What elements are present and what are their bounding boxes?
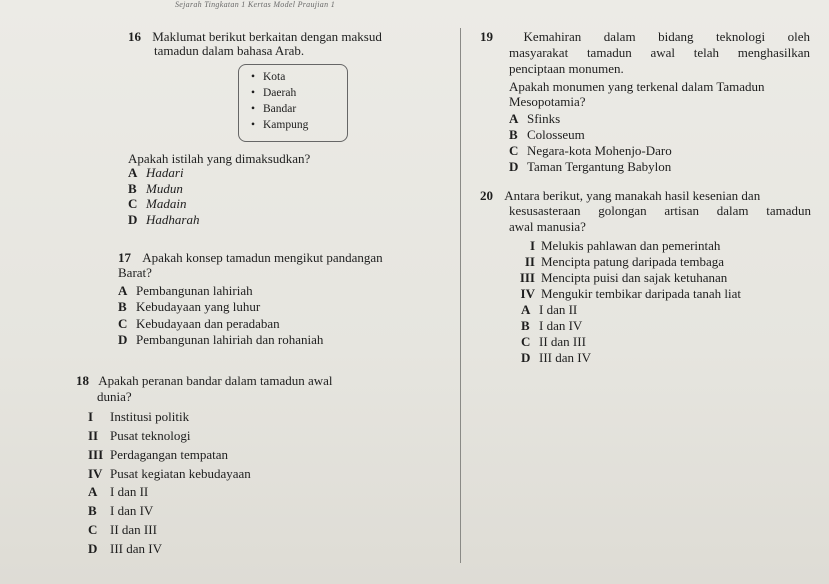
- question-19-prompt: Apakah monumen yang terkenal dalam Tamadun: [509, 79, 765, 94]
- question-text: Apakah konsep tamadun mengikut pandangan: [142, 250, 383, 265]
- option-c[interactable]: C II dan III: [521, 334, 586, 349]
- question-text: Antara berikut, yang manakah hasil kesenian dan: [504, 188, 761, 203]
- info-item: • Bandar: [251, 101, 347, 117]
- option-a[interactable]: A I dan II: [88, 484, 149, 499]
- option-c[interactable]: C Negara-kota Mohenjo-Daro: [509, 143, 672, 158]
- option-d[interactable]: D Hadharah: [128, 212, 200, 227]
- statement: I Melukis pahlawan dan pemerintah: [529, 238, 721, 253]
- statement: III Mencipta puisi dan sajak ketuhanan: [519, 270, 728, 285]
- statement: IV Pusat kegiatan kebudayaan: [88, 466, 251, 481]
- question-18-stem: [76, 373, 333, 389]
- question-17-stem: [118, 250, 383, 266]
- question-19-prompt-line2: Mesopotamia?: [509, 94, 586, 109]
- option-d[interactable]: D Pembangunan lahiriah dan rohaniah: [118, 332, 324, 347]
- column-divider: [460, 28, 461, 563]
- info-item: • Kota: [251, 69, 347, 85]
- question-19-stem: [480, 29, 810, 45]
- question-20-stem-line2: kesusasteraan golongan artisan dalam tamadun: [509, 203, 811, 218]
- option-b[interactable]: B Mudun: [128, 181, 183, 196]
- statement: I Institusi politik: [88, 409, 190, 424]
- option-b[interactable]: B I dan IV: [88, 503, 154, 518]
- question-19-stem-line2: masyarakat tamadun awal telah menghasilkan: [509, 45, 810, 60]
- option-a[interactable]: A Sfinks: [509, 111, 561, 126]
- option-a[interactable]: A Hadari: [128, 165, 184, 180]
- option-a[interactable]: A I dan II: [521, 302, 578, 317]
- question-text: Maklumat berikut berkaitan dengan maksud: [152, 29, 382, 44]
- statement: II Mencipta patung daripada tembaga: [524, 254, 725, 269]
- question-17-stem-line2: Barat?: [118, 265, 152, 280]
- info-item: • Daerah: [251, 85, 347, 101]
- option-c[interactable]: C Madain: [128, 196, 187, 211]
- question-16-prompt: Apakah istilah yang dimaksudkan?: [128, 151, 311, 166]
- question-text: Apakah peranan bandar dalam tamadun awal: [98, 373, 333, 388]
- question-20-stem: [480, 188, 760, 204]
- question-text: Kemahiran dalam bidang teknologi oleh: [523, 29, 811, 44]
- statement: IV Mengukir tembikar daripada tanah liat: [520, 286, 741, 301]
- option-d[interactable]: D Taman Tergantung Babylon: [509, 159, 672, 174]
- option-d[interactable]: D III dan IV: [88, 541, 162, 556]
- question-number: 16: [128, 29, 141, 44]
- question-number: 19: [480, 29, 493, 44]
- option-b[interactable]: B I dan IV: [521, 318, 583, 333]
- question-18-stem-line2: dunia?: [97, 389, 132, 404]
- question-20-stem-line3: awal manusia?: [509, 219, 586, 234]
- page-header: Sejarah Tingkatan 1 Kertas Model Praujian 1: [175, 0, 336, 9]
- option-b[interactable]: B Colosseum: [509, 127, 585, 142]
- question-number: 17: [118, 250, 131, 265]
- option-d[interactable]: D III dan IV: [521, 350, 591, 365]
- option-b[interactable]: B Kebudayaan yang luhur: [118, 299, 261, 314]
- option-c[interactable]: C II dan III: [88, 522, 157, 537]
- question-number: 18: [76, 373, 89, 388]
- statement: II Pusat teknologi: [88, 428, 191, 443]
- info-item: • Kampung: [251, 117, 347, 133]
- question-16-stem-line2: tamadun dalam bahasa Arab.: [154, 43, 305, 58]
- statement: III Perdagangan tempatan: [88, 447, 229, 462]
- info-box: [238, 64, 348, 142]
- option-c[interactable]: C Kebudayaan dan peradaban: [118, 316, 280, 331]
- question-number: 20: [480, 188, 493, 203]
- question-19-stem-line3: penciptaan monumen.: [509, 61, 624, 76]
- option-a[interactable]: A Pembangunan lahiriah: [118, 283, 253, 298]
